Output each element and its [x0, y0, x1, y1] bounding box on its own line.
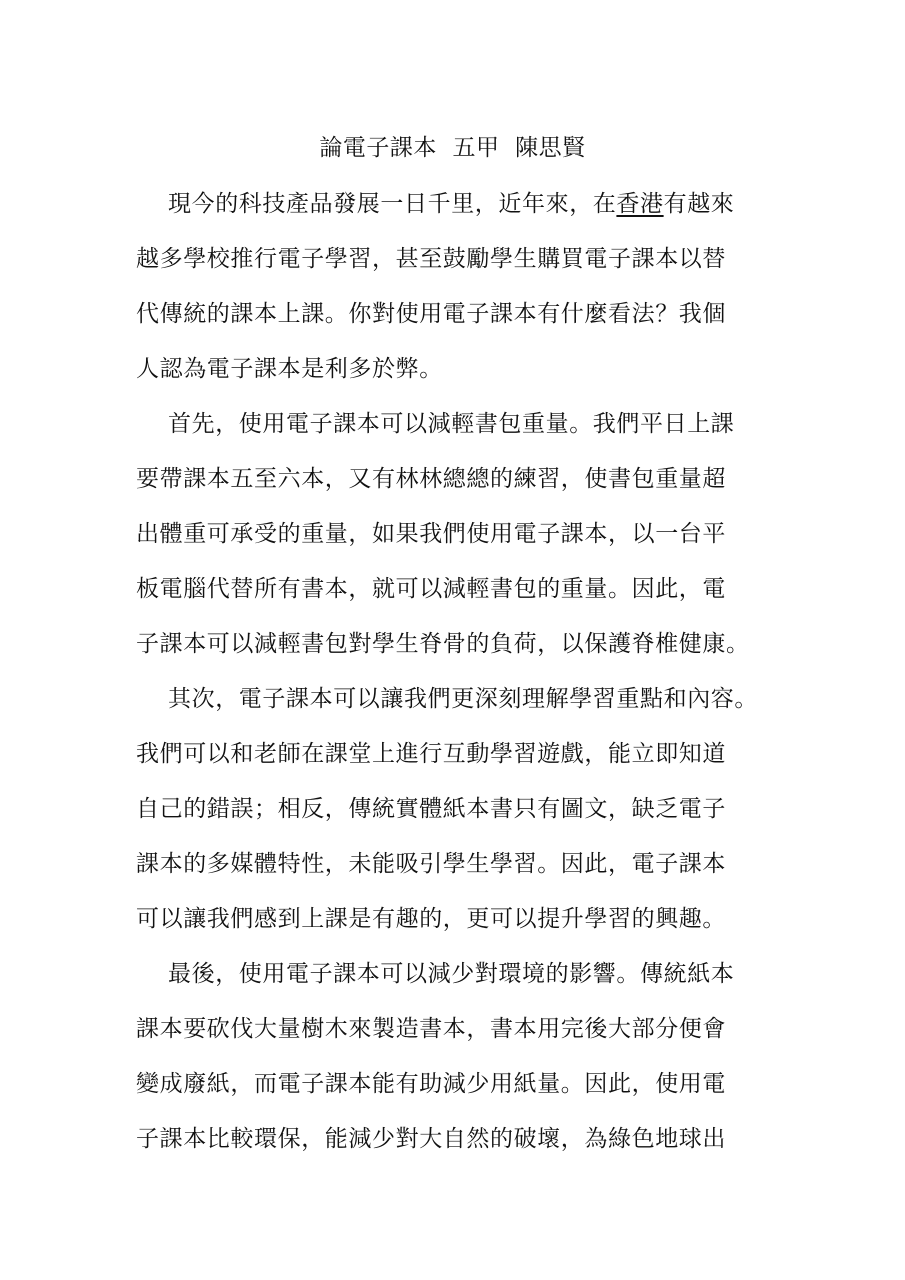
paragraph-1-line-4: 人認為電子課本是利多於弊。 — [136, 356, 443, 382]
essay-title: 論電子課本 五甲 陳思賢 — [319, 135, 586, 161]
paragraph-4-line-1: 最後，使用電子課本可以減少對環境的影響。傳統紙本 — [168, 961, 735, 987]
paragraph-2-line-1: 首先，使用電子課本可以減輕書包重量。我們平日上課 — [168, 411, 735, 437]
paragraph-4-line-2: 課本要砍伐大量樹木來製造書本，書本用完後大部分便會 — [136, 1016, 726, 1042]
paragraph-2-line-5: 子課本可以減輕書包對學生脊骨的負荷，以保護脊椎健康。 — [136, 631, 750, 657]
paragraph-3-line-4: 課本的多媒體特性，未能吸引學生學習。因此，電子課本 — [136, 851, 726, 877]
paragraph-1-line-1 — [168, 186, 808, 222]
paragraph-1-line-2: 越多學校推行電子學習，甚至鼓勵學生購買電子課本以替 — [136, 246, 726, 272]
paragraph-4-line-3: 變成廢紙，而電子課本能有助減少用紙量。因此，使用電 — [136, 1071, 726, 1097]
paragraph-4-line-4: 子課本比較環保，能減少對大自然的破壞，為綠色地球出 — [136, 1126, 726, 1152]
paragraph-3-line-3: 自己的錯誤；相反，傳統實體紙本書只有圖文，缺乏電子 — [136, 796, 726, 822]
paragraph-2-line-4: 板電腦代替所有書本，就可以減輕書包的重量。因此，電 — [136, 576, 726, 602]
paragraph-3-line-1: 其次，電子課本可以讓我們更深刻理解學習重點和內容。 — [168, 686, 758, 712]
paragraph-3-line-5: 可以讓我們感到上課是有趣的，更可以提升學習的興趣。 — [136, 906, 726, 932]
paragraph-1-line-3: 代傳統的課本上課。你對使用電子課本有什麼看法？我個 — [136, 301, 726, 327]
place-name-hong-kong: 香港 — [616, 191, 664, 217]
paragraph-3-line-2: 我們可以和老師在課堂上進行互動學習遊戲，能立即知道 — [136, 741, 726, 767]
paragraph-1-line-1-text-a: 現今的科技產品發展一日千里，近年來，在 — [168, 191, 617, 217]
paragraph-1-line-1-text-b: 有越來 — [663, 191, 735, 217]
paragraph-2-line-2: 要帶課本五至六本，又有林林總總的練習，使書包重量超 — [136, 466, 726, 492]
paragraph-2-line-3: 出體重可承受的重量，如果我們使用電子課本，以一台平 — [136, 521, 726, 547]
